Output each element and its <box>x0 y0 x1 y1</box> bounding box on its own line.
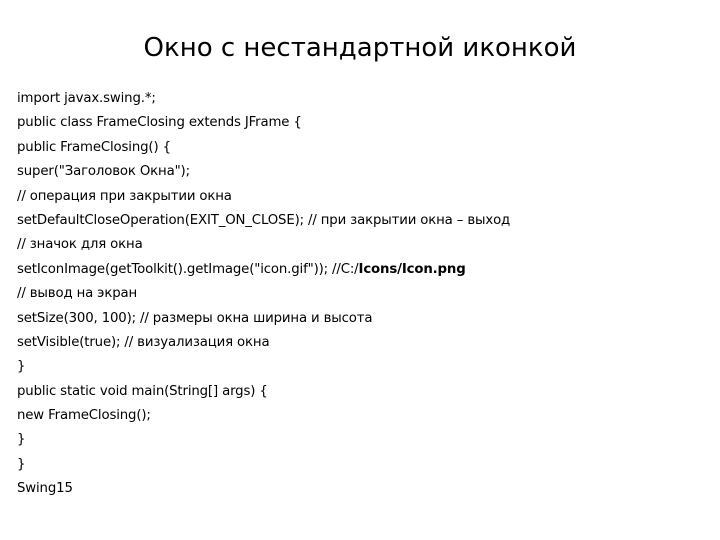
code-line: public FrameClosing() { <box>17 139 171 155</box>
code-line: new FrameClosing(); <box>17 408 151 424</box>
code-line: } <box>17 456 26 472</box>
code-listing <box>17 87 707 502</box>
slide-footer-label: Swing15 <box>17 481 73 497</box>
code-line: public static void main(String[] args) { <box>17 383 268 399</box>
code-line: setSize(300, 100); // размеры окна ширина и высота <box>17 310 373 326</box>
code-line: } <box>17 432 26 448</box>
code-comment-line: // операция при закрытии окна <box>17 188 232 204</box>
code-line-prefix: setIconImage(getToolkit().getImage("icon.gif")); //C:/ <box>17 261 359 277</box>
code-line: import javax.swing.*; <box>17 91 156 106</box>
code-comment-line: // значок для окна <box>17 237 143 253</box>
code-line-icon-image <box>17 258 707 282</box>
code-line: super("Заголовок Окна"); <box>17 164 190 180</box>
code-line: setDefaultCloseOperation(EXIT_ON_CLOSE); // при закрытии окна – выход <box>17 212 511 228</box>
code-line: public class FrameClosing extends JFrame { <box>17 115 302 131</box>
code-line: setVisible(true); // визуализация окна <box>17 334 270 350</box>
code-comment-line: // вывод на экран <box>17 286 138 302</box>
slide-title: Окно с нестандартной иконкой <box>143 33 577 63</box>
code-line: } <box>17 359 26 375</box>
icon-path-text: Icons/Icon.png <box>358 261 466 277</box>
